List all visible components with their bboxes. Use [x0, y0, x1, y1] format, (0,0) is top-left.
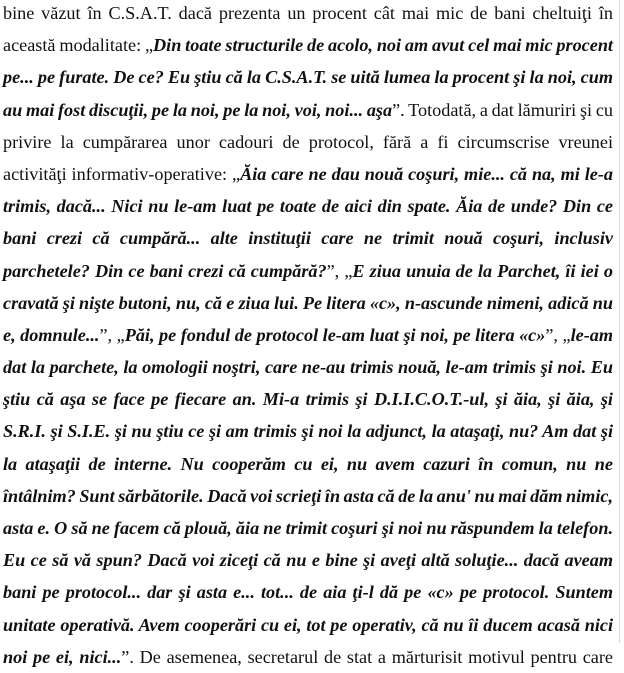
quoted-speech: bani crezi că cumpără... alte instituţii care ne trimit nouă coşuri, inclusiv — [3, 228, 613, 249]
page-edge-divider — [619, 0, 620, 643]
text-line — [3, 222, 613, 254]
text-line — [3, 512, 613, 544]
paragraph — [3, 0, 613, 673]
text-line — [3, 126, 613, 158]
text-line — [3, 576, 613, 608]
quoted-speech: cravată şi nişte butoni, nu, că e ziua lui. Pe litera «c», n-ascunde nimeni, adică nu — [3, 292, 613, 313]
quoted-speech: trimis, dacă... Nici nu le-am luat pe toate de aici din spate. Ăia de unde? Din ce — [3, 196, 613, 217]
text-line — [3, 641, 613, 673]
narrative-text: bine văzut în C.S.A.T. dacă prezenta un procent cât mai mic de bani cheltuiţi în — [3, 3, 613, 23]
quoted-speech: S.R.I. şi S.I.E. şi nu ştiu ce şi am trimis şi noi la adjunct, la ataşaţi, nu? Am dat şi — [3, 421, 613, 442]
narrative-text: ”, „ — [326, 260, 353, 281]
quoted-speech: Eu ce să vă spun? Dacă voi ziceţi că nu e bine şi aveţi altă soluţie... dacă aveam — [3, 550, 613, 571]
text-line — [3, 351, 613, 383]
quoted-speech: bani pe protocol... dar şi asta e... tot... de aia ţi-l dă pe «c» pe protocol. Suntem — [3, 582, 613, 603]
text-line — [3, 94, 613, 126]
quoted-speech: parchetele? Din ce bani crezi că cumpără? — [3, 260, 327, 281]
quoted-speech: dat la parchete, la omologii noştri, care ne-au trimis nouă, le-am trimis şi noi. Eu — [3, 357, 613, 378]
quoted-speech: e, domnule... — [3, 324, 100, 345]
quoted-speech: asta e. O să ne facem că plouă, ăia ne trimit coşuri şi noi nu răspundem la telefon. — [3, 518, 613, 538]
text-line — [3, 544, 613, 576]
narrative-text: privire la cumpărarea unor cadouri de protocol, fără a fi circumscrise vreunei — [3, 131, 613, 152]
narrative-text: ”. Totodată, a dat lămuriri şi cu — [392, 99, 614, 120]
quoted-speech: ştiu că aşa se face pe fiecare an. Mi-a trimis şi D.I.I.C.O.T.-ul, şi ăia, şi ăia, şi — [3, 389, 613, 410]
quoted-speech: le-am — [570, 324, 613, 345]
text-line — [3, 255, 613, 287]
quoted-speech: pe... pe furate. De ce? Eu ştiu că la C.S.A.T. se uită lumea la procent şi la noi, cum — [3, 67, 613, 88]
quoted-speech: au mai fost discuţii, pe la noi, pe la noi, voi, noi... aşa — [3, 99, 393, 120]
text-line — [3, 0, 613, 29]
text-line — [3, 480, 613, 512]
text-line — [3, 609, 613, 641]
quoted-speech: la ataşaţii de interne. Nu cooperăm cu ei, nu avem cazuri în comun, nu ne — [3, 453, 613, 474]
quoted-speech: Ăia care ne dau nouă coşuri, mie... că na, mi le-a — [240, 163, 613, 184]
quoted-speech: E ziua unuia de la Parchet, îi iei o — [352, 260, 613, 281]
text-line — [3, 29, 613, 61]
text-line — [3, 319, 613, 351]
text-line — [3, 158, 613, 190]
quoted-speech: întâlnim? Sunt sărbătorile. Dacă voi scrieţi în asta că de la anu' nu mai dăm nimic, — [3, 485, 613, 506]
narrative-text: ”, „ — [545, 324, 571, 345]
quoted-speech: Păi, pe fondul de protocol le-am luat şi noi, pe litera «c» — [124, 324, 546, 345]
narrative-text: ”, „ — [99, 324, 125, 345]
text-line — [3, 287, 613, 319]
text-line — [3, 448, 613, 480]
narrative-text: ”. De asemenea, secretarul de stat a mărturisit motivul pentru care — [121, 646, 613, 667]
narrative-text: activităţi informativ-operative: „ — [3, 163, 241, 184]
quoted-speech: noi pe ei, nici... — [3, 646, 122, 667]
text-line — [3, 61, 613, 93]
text-line — [3, 415, 613, 447]
narrative-text: această modalitate: „ — [3, 35, 154, 56]
text-line — [3, 190, 613, 222]
quoted-speech: unitate operativă. Avem cooperări cu ei, tot pe operativ, că nu îi ducem acasă nici — [3, 614, 613, 635]
text-line — [3, 383, 613, 415]
quoted-speech: Din toate structurile de acolo, noi am avut cel mai mic procent — [153, 35, 613, 56]
